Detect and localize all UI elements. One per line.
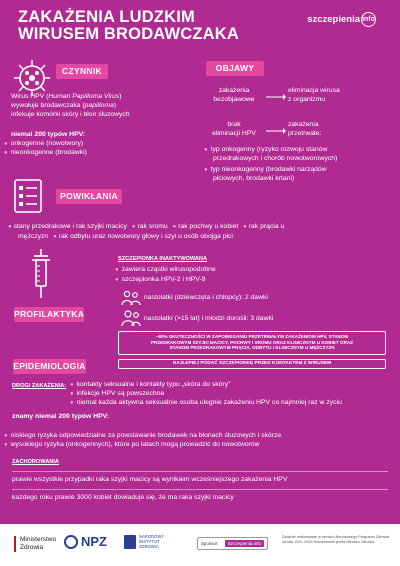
best-time-box: NAJLEPIEJ PODAĆ SZCZEPIONKĘ PRZED KONTAKTEM Z WIRUSEM [118,359,386,369]
objawy-heading: OBJAWY [206,61,264,76]
adults-icon [121,310,141,326]
title-line-1: ZAKAŻENIA LUDZKIM [18,8,195,26]
incidence-fact: prawie wszystkie przypadki raka szyjki macicy są wynikiem wcześniejszego zakażenia HPV [12,476,288,483]
ministry-logo[interactable]: Ministerstwo Zdrowia [20,536,57,551]
route-item: ● niemal każda aktywna seksualnie osoba ulegnie zakażeniu HPV co najmniej raz w życiu [70,399,342,408]
risk-item: ● niskiego ryzyka odpowiedzialne za powstawanie brodawek na błonach śluzowych i skórze [4,432,281,441]
page-title [18,9,239,43]
complication-item: rak pochwy u kobiet [178,223,239,230]
efficacy-box: ~90% SKUTECZNOŚCI W ZAPOBIEGANIU PRZETRWAŁYM ZAKAŻENIOM HPV, STANOM PRZEDRAKOWYM SZYJKI MACICY, POCHWY I SROMU ORAZ KLINICZNYM U KOBIET ORAZ STANOM PRZEDRAKOWYM PRĄCIA, ODBYTU I KLINICZNYM U MĘŻCZYZN [118,331,386,355]
objawy-no-elimination: brak eliminacji HPV [212,121,256,137]
objawy-bullet: ● typ onkogenny (ryzyko rozwoju stanów [204,146,327,155]
objawy-bullet: ● typ nieonkogenny (brodawki narządów [204,166,327,175]
arrow-right-icon [266,128,286,134]
known-types-title: znamy niemal 200 typów HPV: [12,413,110,420]
divider [12,471,388,472]
complication-item: rak sromu [137,223,168,230]
vaccine-item: ● zawiera cząstki wirusopodobne [115,266,216,275]
complication-item-cont: mężczyzn [18,233,49,240]
czynnik-line-2: wywołuje brodawczaka (papilloma) [11,102,117,109]
vaccine-type-label: SZCZEPIONKA INAKTYWOWANA [118,256,207,262]
objawy-elimination: eliminacja wirusa z organizmu [288,87,340,103]
children-icon [121,290,141,306]
objawy-asymptomatic: zakażenia bezobjawowe [213,87,255,103]
dose-adults: nastolatki (>15 lat) i młodzi dorośli: 3 dawki [144,315,274,322]
syringe-icon [28,248,54,300]
divider [12,489,388,490]
brand-info-icon [361,12,376,27]
partner-logo[interactable]: Sponsor: Szczepienia.info [197,537,268,550]
complication-item: rak odbytu oraz nowotwory głowy i szyi u osób obojga płci [58,233,233,240]
objawy-persistent: zakażenia przetrwałe: [288,121,322,137]
route-item: ● infekcje HPV są powszechne [70,390,164,399]
route-item: ● kontakty seksualne i kontakty typu „skóra do skóry” [70,381,230,390]
objawy-bullet-cont: przedrakowych i chorób nowotworowych) [213,155,338,162]
incidence-fact: każdego roku prawie 3000 kobiet dowiaduje się, że ma raka szyjki macicy [12,494,234,501]
title-line-2: WIRUSEM BRODAWCZAKA [18,25,240,43]
institute-logo[interactable]: NARODOWY INSTYTUT ZDROWIA [124,534,164,549]
powiklania-row-1: ● stany przedrakowe i rak szyjki macicy ● rak sromu ● rak pochwy u kobiet ● rak prącia u [8,223,285,230]
arrow-right-icon [266,94,286,100]
risk-item: ● wysokiego ryzyka (onkogennych), które po latach mogą prowadzić do nowotworów [4,441,260,450]
brand-text: szczepienia [307,14,360,25]
czynnik-line-1: Wirus HPV (Human Papilloma Virus) [11,93,122,100]
brand-suffix: info [362,16,375,23]
hpv-types-title: niemal 200 typów HPV: [11,131,86,138]
epidemiologia-heading: EPIDEMIOLOGIA [13,359,86,374]
czynnik-heading: CZYNNIK [56,64,108,79]
npz-logo[interactable]: NPZ [64,534,107,549]
footer [0,524,400,566]
virus-icon [12,58,52,98]
czynnik-line-3: infekuje komórki skóry i błon śluzowych [11,111,130,118]
hpv-type-item: ● onkogenne (nowotwory) [4,140,83,149]
document-list-icon [14,179,42,213]
dose-teens: nastolatki (dziewczęta i chłopcy): 2 dawki [144,294,268,301]
incidence-label: ZACHOROWANIA [12,459,59,465]
powiklania-row-2: mężczyzn ● rak odbytu oraz nowotwory głowy i szyi u osób obojga płci [18,233,233,240]
npz-mark-icon [64,535,78,549]
institute-mark-icon [124,535,136,549]
profilaktyka-heading: PROFILAKTYKA [14,307,84,322]
powiklania-heading: POWIKŁANIA [56,189,122,204]
complication-item: rak prącia u [248,223,285,230]
objawy-bullet-cont: płciowych, brodawki krtani) [213,175,295,182]
vaccine-item: ● szczepionka HPV-2 i HPV-9 [115,276,206,285]
funding-footnote: Zadanie realizowane w ramach Narodowego Programu Zdrowia na lata 2021-2025 finansowane przez Ministra Zdrowia [282,535,390,544]
routes-label: DROGI ZAKAŻENIA: [12,383,67,389]
brand-logo[interactable] [307,12,376,27]
hpv-type-item: ● nieonkogenne (brodawki) [4,149,87,158]
complication-item: stany przedrakowe i rak szyjki macicy [13,223,127,230]
